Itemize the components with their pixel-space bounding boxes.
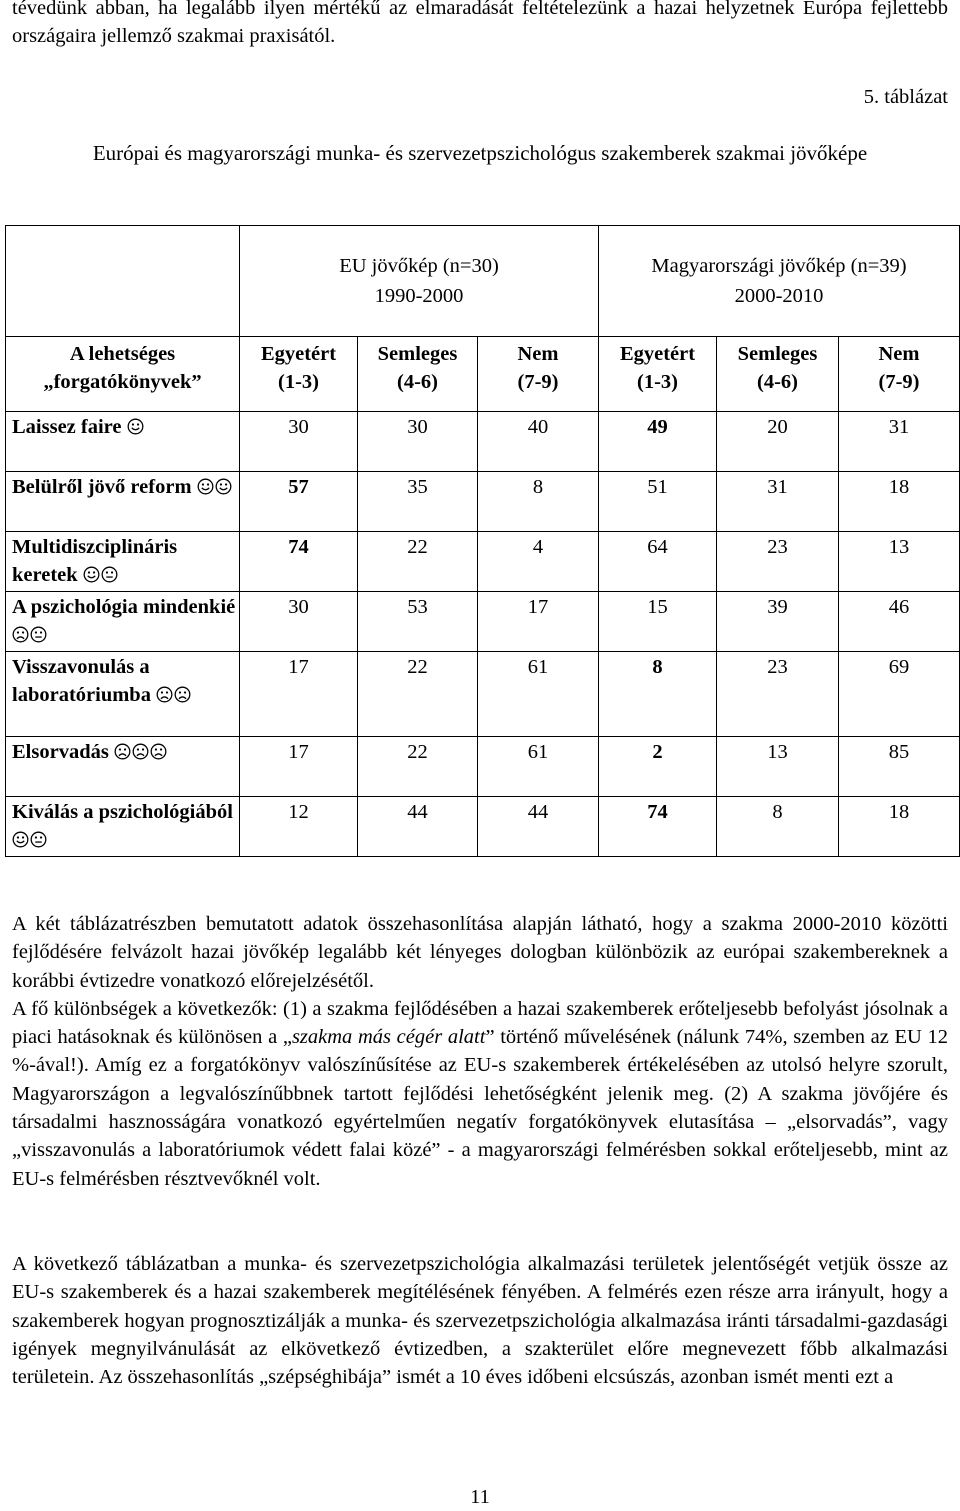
scenario-label: Multidiszciplináris keretek (12, 536, 178, 586)
smiley-happy-icon (127, 418, 144, 435)
value-cell: 46 (839, 592, 960, 652)
future-scenarios-table (5, 225, 960, 857)
value-cell: 35 (358, 472, 478, 532)
table-row (6, 737, 960, 797)
column-header (240, 337, 358, 412)
paragraph-comparison (12, 910, 948, 1193)
table-row (6, 652, 960, 737)
smiley-sad-icon (12, 626, 29, 643)
empty-corner-cell (6, 226, 240, 337)
column-header-label: Semleges (377, 343, 458, 365)
scenario-column-header (6, 337, 240, 412)
value-cell: 13 (839, 532, 960, 592)
column-header-label: Egyetért (619, 343, 696, 365)
scenario-label: Visszavonulás a laboratóriumba (12, 656, 151, 706)
column-header (839, 337, 960, 412)
smiley-sad-icon (114, 743, 131, 760)
column-header-range: (7-9) (878, 371, 920, 393)
smiley-sad-icon (174, 686, 191, 703)
value-cell: 61 (478, 737, 599, 797)
value-cell: 51 (599, 472, 717, 532)
smiley-neutral-icon (30, 831, 47, 848)
scenario-label: A pszichológia mindenkié (12, 596, 236, 618)
group-header-row (6, 226, 960, 337)
paragraph-italic-phrase: szakma más cégér alatt (291, 1026, 486, 1049)
intro-paragraph: tévedünk abban, ha legalább ilyen mértékű az elmaradását feltételezünk a hazai helyzetnek Európa fejlettebb országaira jellemző szakmai praxisától. (12, 0, 948, 47)
smiley-happy-icon (83, 566, 100, 583)
paragraph-comparison-sentence: A két táblázatrészben bemutatott adatok összehasonlítása alapján látható, hogy a szakma 2000-2010 közötti fejlődésére felvázolt hazai jövőkép legalább két lényeges dologban különbözik az európai szakembereknek a korábbi évtizedre vonatkozó előrejelzésétől. (12, 913, 948, 992)
value-cell: 8 (599, 652, 717, 737)
scenario-label-cell (6, 532, 240, 592)
value-cell: 53 (358, 592, 478, 652)
column-header-range: (1-3) (637, 371, 678, 393)
value-cell: 31 (839, 412, 960, 472)
column-header-range: (1-3) (278, 371, 319, 393)
smiley-neutral-icon (101, 566, 118, 583)
value-cell: 13 (717, 737, 839, 797)
scenario-label: Laissez faire (12, 416, 122, 438)
scenario-label: Elsorvadás (12, 741, 109, 763)
hu-group-period: 2000-2010 (734, 285, 824, 307)
column-header-range: (4-6) (757, 371, 798, 393)
scenario-label: Kiválás a pszichológiából (12, 801, 233, 823)
smiley-sad-icon (156, 686, 173, 703)
value-cell: 57 (240, 472, 358, 532)
value-cell: 22 (358, 532, 478, 592)
table-row (6, 412, 960, 472)
table-row (6, 472, 960, 532)
paragraph-next-table: A következő táblázatban a munka- és szervezetpszichológia alkalmazási területek jelentőségét vetjük össze az EU-s szakemberek és a hazai szakemberek megítélésének fényében. A felmérés ezen része arra irányult, hogy a szakemberek hogyan prognosztizálják a munka- és szervezetpszichológia alkalmazása iránti társadalmi-gazdasági igények megnyilvánulását az elkövetkező évtizedben, a szakterület előre megnevezett főbb alkalmazási területein. Az összehasonlítás „szépséghibája” ismét a 10 éves időbeni elcsúszás, azonban ismét menti ezt a (12, 1253, 948, 1389)
column-header-label: Semleges (737, 343, 818, 365)
value-cell: 49 (599, 412, 717, 472)
column-header-label: Nem (517, 343, 559, 365)
smiley-happy-icon (12, 831, 29, 848)
value-cell: 23 (717, 652, 839, 737)
smiley-happy-icon (197, 478, 214, 495)
hu-group-header (599, 226, 960, 337)
paragraph-differences-start: A fő különbségek a következők: (1) a szakma fejlődésében a hazai szakemberek erőteljesebb befolyást jósolnak a piaci hatásoknak és különösen a „ (12, 997, 948, 1049)
scenario-label: Belülről jövő reform (12, 476, 192, 498)
table-row (6, 532, 960, 592)
column-header-range: (4-6) (397, 371, 438, 393)
table-body (6, 412, 960, 857)
column-header-row (6, 337, 960, 412)
smiley-sad-icon (150, 743, 167, 760)
value-cell: 85 (839, 737, 960, 797)
value-cell: 23 (717, 532, 839, 592)
scenario-label-cell (6, 652, 240, 737)
value-cell: 31 (717, 472, 839, 532)
smiley-neutral-icon (30, 626, 47, 643)
hu-group-title: Magyarországi jövőkép (n=39) (651, 255, 907, 277)
value-cell: 18 (839, 797, 960, 857)
table-row (6, 592, 960, 652)
column-header-label: Nem (878, 343, 920, 365)
value-cell: 22 (358, 737, 478, 797)
value-cell: 61 (478, 652, 599, 737)
value-cell: 40 (478, 412, 599, 472)
scenario-label-cell (6, 412, 240, 472)
page-number: 11 (470, 1486, 490, 1508)
scenario-label-cell (6, 737, 240, 797)
value-cell: 74 (599, 797, 717, 857)
value-cell: 17 (240, 652, 358, 737)
column-header (478, 337, 599, 412)
value-cell: 17 (478, 592, 599, 652)
value-cell: 44 (358, 797, 478, 857)
value-cell: 12 (240, 797, 358, 857)
scenario-label-cell (6, 592, 240, 652)
scenario-header-line1: A lehetséges (69, 343, 176, 365)
column-header-label: Egyetért (260, 343, 337, 365)
paragraph-differences-end: ” történő művelésének (nálunk 74%, szemben az EU 12 %-ával!). Amíg ez a forgatókönyv valószínűsítése az EU-s szakemberek értékelésében az utolsó helyre szorult, Magyarországon a legvalószínűbbnek tartott fejlődési lehetőségként jelenik meg. (2) A szakma jövőjére és társadalmi hasznosságára vonatkozó egyértelműen negatív forgatókönyvek elutasítása – „elsorvadás”, vagy „visszavonulás a laboratóriumok védett falai közé” - a magyarországi felmérésben sokkal erőteljesebb, mint az EU-s felmérésben résztvevőknél volt. (12, 1026, 948, 1190)
value-cell: 64 (599, 532, 717, 592)
value-cell: 20 (717, 412, 839, 472)
smiley-happy-icon (215, 478, 232, 495)
value-cell: 22 (358, 652, 478, 737)
eu-group-header (240, 226, 599, 337)
value-cell: 15 (599, 592, 717, 652)
eu-group-title: EU jövőkép (n=30) (339, 255, 499, 277)
value-cell: 44 (478, 797, 599, 857)
value-cell: 69 (839, 652, 960, 737)
smiley-sad-icon (132, 743, 149, 760)
table-row (6, 797, 960, 857)
table-caption: Európai és magyarországi munka- és szervezetpszichológus szakemberek szakmai jövőképe (92, 141, 868, 165)
value-cell: 17 (240, 737, 358, 797)
eu-group-period: 1990-2000 (374, 285, 464, 307)
table-number: 5. táblázat (863, 86, 948, 108)
value-cell: 8 (717, 797, 839, 857)
value-cell: 74 (240, 532, 358, 592)
value-cell: 18 (839, 472, 960, 532)
value-cell: 30 (240, 412, 358, 472)
value-cell: 4 (478, 532, 599, 592)
scenario-header-line2: „forgatókönyvek” (43, 371, 202, 393)
value-cell: 8 (478, 472, 599, 532)
scenario-label-cell (6, 797, 240, 857)
column-header (717, 337, 839, 412)
value-cell: 39 (717, 592, 839, 652)
column-header-range: (7-9) (517, 371, 559, 393)
column-header (358, 337, 478, 412)
value-cell: 30 (240, 592, 358, 652)
column-header (599, 337, 717, 412)
value-cell: 2 (599, 737, 717, 797)
value-cell: 30 (358, 412, 478, 472)
scenario-label-cell (6, 472, 240, 532)
